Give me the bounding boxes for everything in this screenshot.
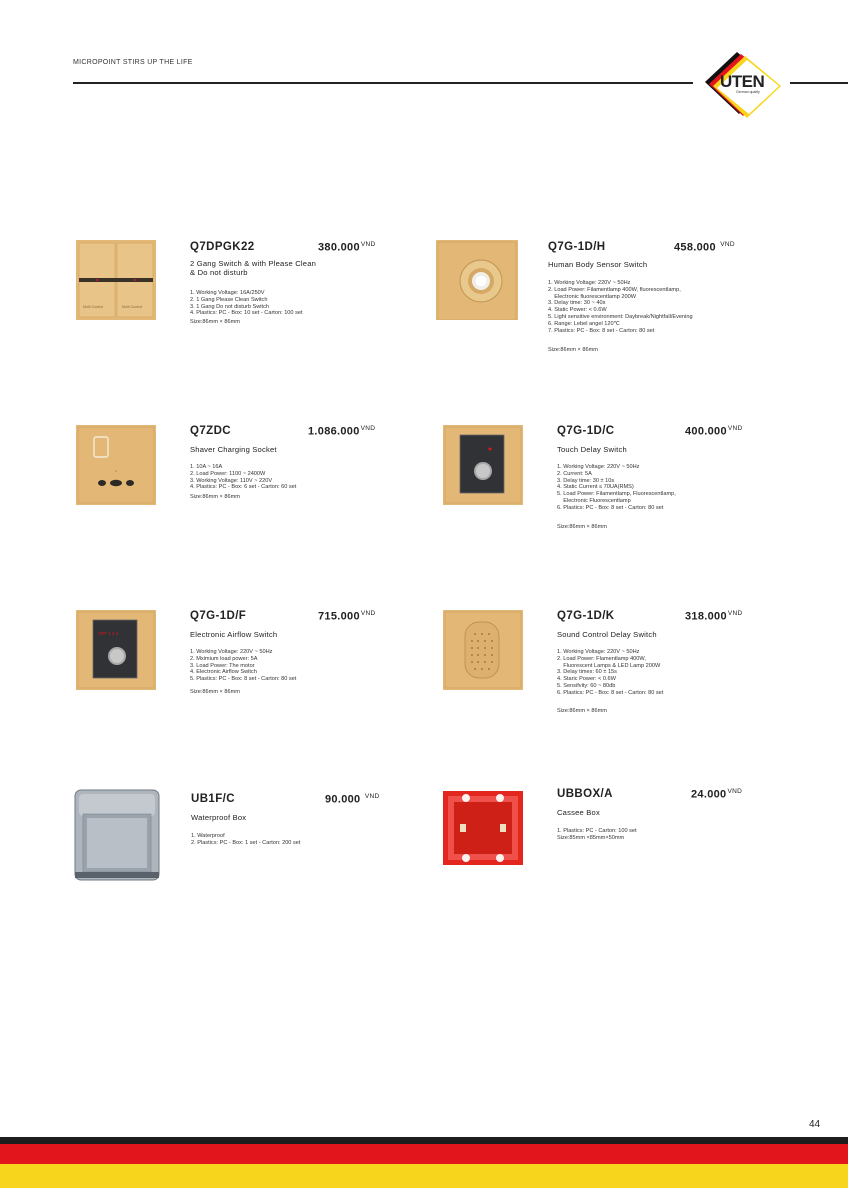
spec-item: 1. 10A ~ 16A — [190, 464, 223, 470]
product-code: UB1F/C — [191, 793, 235, 805]
footer-stripe-yellow — [0, 1164, 848, 1188]
spec-item: 3. Load Power: The motor — [190, 662, 255, 669]
product-image-touch-switch — [443, 423, 523, 505]
product-specs — [190, 464, 390, 491]
product-name: Touch Delay Switch — [557, 445, 627, 454]
product-code: Q7G-1D/H — [548, 241, 606, 253]
product-code: Q7G-1D/F — [190, 610, 247, 622]
spec-item: 4. Plastics: PC - Box: 6 set - Carton: 60 set — [190, 484, 297, 491]
product-image-airflow-switch — [76, 608, 156, 692]
product-card — [76, 423, 396, 573]
header-rule-right — [790, 82, 848, 84]
product-image-waterproof-box — [73, 788, 161, 882]
product-size: Size:85mm ×85mm×50mm — [557, 835, 625, 841]
product-price: $1.086.000^{VND}$ — [308, 425, 376, 438]
spec-item: 5. Sensifvity: 60 ~ 80db — [557, 682, 616, 689]
image-label: Multi Control — [83, 305, 104, 309]
product-size: Size:86mm × 86mm — [190, 494, 240, 500]
product-price: 458.000 $^{VND}$ — [674, 241, 735, 254]
spec-item: 3. Delay time: 30 ± 10s — [557, 477, 615, 484]
page-number: 44 — [809, 1119, 821, 1130]
spec-item: 2. Load Power: 1100 ~ 2400W — [190, 470, 266, 477]
spec-item: 1. Working Voltage: 220V ~ 50Hz — [548, 280, 631, 286]
product-code: Q7G-1D/K — [557, 610, 615, 622]
spec-item: 4. Static Power: < 0.6W — [548, 307, 607, 314]
product-card — [76, 608, 396, 758]
product-card — [442, 788, 762, 938]
spec-item: 1. Plastics: PC - Carton: 100 set — [557, 828, 637, 834]
product-specs — [557, 649, 757, 697]
product-code: UBBOX/A — [557, 788, 613, 800]
product-specs — [190, 649, 390, 683]
spec-item: 4. Plastics: PC - Box: 10 set - Carton: 100 set — [190, 310, 303, 317]
spec-item: 2. 1 Gang Please Clean Switch — [190, 296, 268, 303]
product-specs — [190, 290, 390, 317]
product-price: $318.000^{VND}$ — [685, 610, 743, 623]
product-name: Waterproof Box — [191, 813, 247, 822]
spec-item: 7. Plastics: PC - Box: 8 set - Carton: 80 set — [548, 327, 655, 334]
product-name: Cassee Box — [557, 808, 600, 817]
spec-item: 1. Working Voltage: 16A/250V — [190, 290, 265, 296]
spec-item: 3. 1 Gang Do not disturb Switch — [190, 303, 269, 310]
product-code: Q7G-1D/C — [557, 425, 615, 437]
spec-item: 4. Static Current ≤ 70UA(RMS) — [557, 484, 634, 491]
spec-item: Fluorescent Lamps & LED Lamp 200W — [557, 662, 661, 669]
spec-item: 2. Mximium load power: 5A — [190, 655, 258, 662]
product-code: Q7DPGK22 — [190, 241, 255, 253]
product-price: $400.000^{VND}$ — [685, 425, 743, 438]
product-name: Electronic Airflow Switch — [190, 630, 278, 639]
product-image-shaver-socket — [76, 423, 156, 505]
uten-logo — [703, 48, 785, 120]
spec-item: 2. Load Power: Filamentlamp 400W, fluorescentlamp, — [548, 286, 681, 293]
product-card — [436, 238, 756, 388]
footer-stripe-black — [0, 1137, 848, 1144]
spec-item: Electronic fluorescentlamp 200W — [548, 293, 636, 300]
spec-item: 6. Plastics: PC - Box: 8 set - Carton: 80 set — [557, 689, 664, 696]
product-specs — [191, 833, 391, 847]
spec-item: 1. Working Voltage: 220V ~ 50Hz — [557, 649, 640, 655]
product-code: Q7ZDC — [190, 425, 231, 437]
product-size: Size:86mm × 86mm — [190, 689, 240, 695]
spec-item: 5. Light sensitive environment: Daybreak/Nightfall/Evening — [548, 313, 693, 320]
spec-item: 1. Working Voltage: 220V ~ 50Hz — [557, 464, 640, 470]
product-card — [443, 608, 763, 758]
spec-item: 4. Staric Power: < 0.6W — [557, 676, 616, 683]
product-size: Size:86mm × 86mm — [190, 319, 240, 325]
product-price: $24.000^{VND}$ — [691, 788, 743, 801]
spec-item: 2. Current: 5A — [557, 470, 592, 477]
spec-item: 6. Range: Lebel angel 120℃ — [548, 320, 620, 327]
spec-item: 5. Load Power: Filamentlamp, Fluorescentlamp, — [557, 491, 676, 498]
product-image-sensor-switch — [436, 238, 518, 320]
product-image-two-gang-switch — [76, 238, 156, 320]
product-card — [76, 238, 396, 388]
spec-item: 6. Plastics: PC - Box: 8 set - Carton: 80 set — [557, 504, 664, 511]
logo-text: UTEN — [720, 72, 765, 91]
spec-item: Electronic Fluorescentlamp — [557, 497, 631, 504]
product-price: $380.000^{VND}$ — [318, 241, 376, 254]
product-name: Shaver Charging Socket — [190, 445, 277, 454]
spec-item: 4. Electronic Airflow Switch — [190, 669, 257, 676]
product-image-sound-switch — [443, 608, 523, 692]
product-image-cassee-box — [442, 788, 524, 868]
footer-margin — [0, 1188, 848, 1200]
image-label: OFF 1 2 3 — [98, 631, 119, 636]
product-name: 2 Gang Switch & with Please Clean & Do not disturb — [190, 259, 317, 277]
spec-item: 3. Delay times: 60 ± 15s — [557, 669, 617, 676]
product-card — [73, 788, 393, 938]
spec-item: 1. Working Voltage: 220V ~ 50Hz — [190, 649, 273, 655]
spec-item: 2. Load Power: Flamentlamp 400W, — [557, 655, 646, 662]
product-size: Size:86mm × 86mm — [557, 524, 607, 530]
product-price: 90.000 $^{VND}$ — [325, 793, 380, 806]
product-card — [443, 423, 763, 573]
header-rule — [73, 82, 693, 84]
page-tagline: MICROPOINT STIRS UP THE LIFE — [73, 59, 193, 66]
product-price: $715.000^{VND}$ — [318, 610, 376, 623]
product-specs — [557, 464, 757, 512]
product-size: Size:86mm × 86mm — [548, 347, 598, 353]
spec-item: 5. Plastics: PC - Box: 8 set - Carton: 80 set — [190, 676, 297, 683]
footer-stripe-red — [0, 1144, 848, 1164]
spec-item: 3. Working Voltage: 110V ~ 220V — [190, 477, 273, 484]
spec-item: 1. Waterproof — [191, 833, 225, 839]
image-label: Multi Control — [122, 305, 143, 309]
spec-item: 2. Plastics: PC - Box: 1 set - Carton: 200 set — [191, 839, 301, 846]
product-size: Size:86mm × 86mm — [557, 708, 607, 714]
product-specs — [548, 280, 748, 334]
product-name: Human Body Sensor Switch — [548, 260, 648, 269]
spec-item: 3. Delay time: 30 ~ 40s — [548, 300, 606, 307]
logo-tagline: German quality — [736, 90, 760, 94]
product-specs — [557, 828, 757, 835]
product-name: Sound Control Delay Switch — [557, 630, 657, 639]
